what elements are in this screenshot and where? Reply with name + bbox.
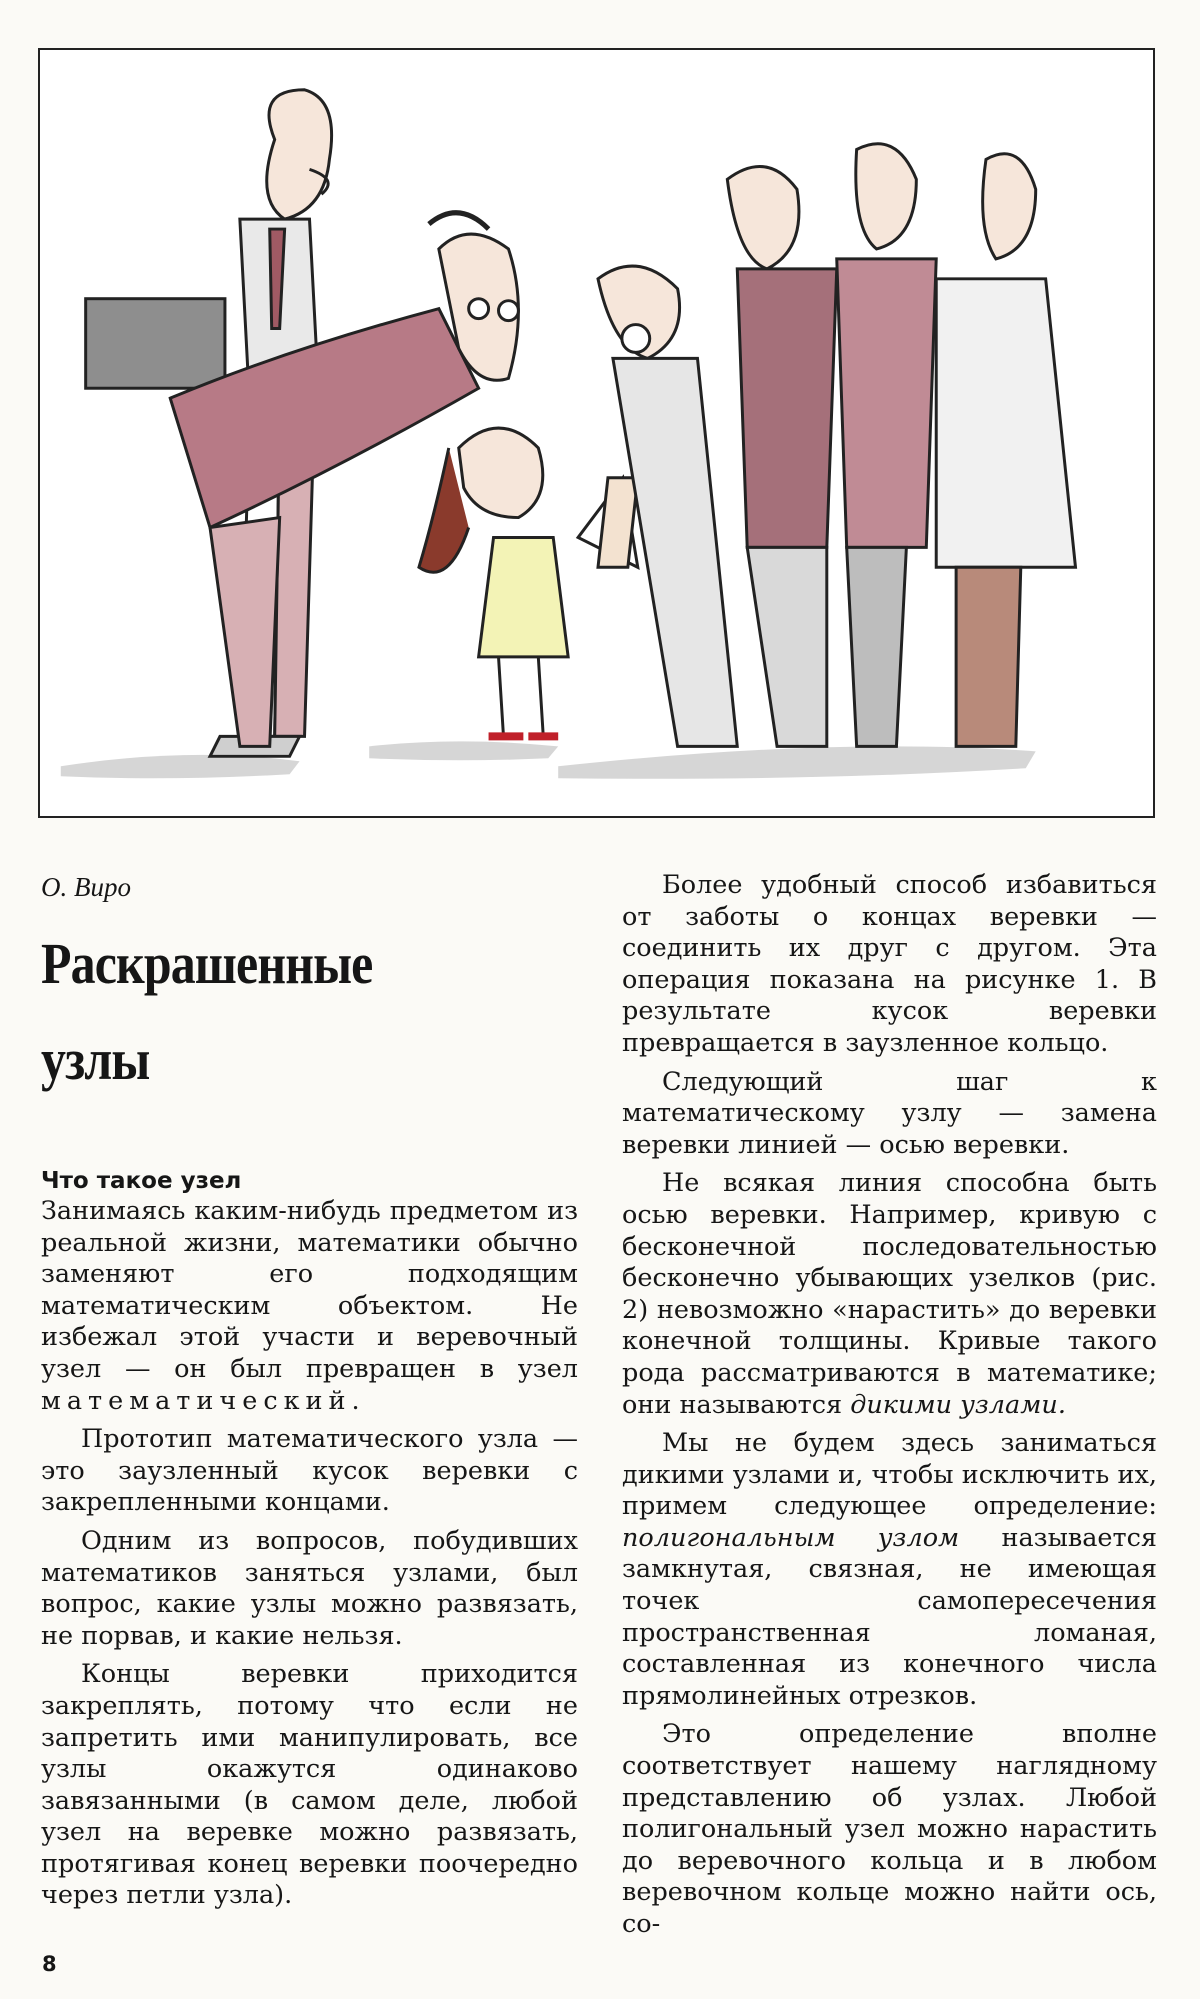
paragraph-3: Одним из вопросов, побудивших математиков заняться узлами, был вопрос, какие узлы можно развязать, не порвав, и какие нельзя.	[41, 1525, 578, 1651]
paragraph-5: Более удобный способ избавиться от заботы о концах веревки — соединить их друг с другом. Эта операция показана на рисунке 1. В результате кусок веревки превращается в заузленное кольцо.	[622, 870, 1157, 1058]
right-column	[622, 870, 1157, 1941]
paragraph-4: Концы веревки приходится закреплять, потому что если не запретить ими манипулировать, все узлы окажутся одинаково завязанными (в самом деле, любой узел на веревке можно развязать, протягивая конец веревки поочередно через петли узла).	[41, 1659, 578, 1911]
spaced-word: математический.	[41, 1385, 366, 1416]
paragraph-2: Прототип математического узла — это заузленный кусок веревки с закрепленными концами.	[41, 1424, 578, 1518]
paragraph-8: Мы не будем здесь заниматься дикими узлами и, чтобы исключить их, примем следующее определение: полигональным узлом называется замкнутая, связная, не имеющая точек самопересечения пространственная ломаная, составленная из конечного числа прямолинейных отрезков.	[622, 1428, 1157, 1711]
left-column	[41, 870, 578, 1912]
author: О. Виро	[41, 872, 131, 902]
paragraph-7: Не всякая линия способна быть осью веревки. Например, кривую с бесконечной последовательностью бесконечно убывающих узелков (рис. 2) невозможно «нарастить» до веревки конечной толщины. Кривые такого рода рассматриваются в математике; они называются дикими узлами.	[622, 1168, 1157, 1420]
wild-knots-term: дикими узлами.	[850, 1389, 1066, 1420]
cartoon-illustration	[38, 48, 1155, 818]
paragraph-1: Занимаясь каким-нибудь предметом из реальной жизни, математики обычно заменяют его подходящим математическим объектом. Не избежал этой участи и веревочный узел — он был превращен в узел математический.	[41, 1196, 578, 1416]
section-heading: Что такое узел	[41, 1168, 242, 1194]
paragraph-6: Следующий шаг к математическому узлу — замена веревки линией — осью веревки.	[622, 1066, 1157, 1160]
paragraph-9: Это определение вполне соответствует нашему наглядному представлению об узлах. Любой полигональный узел можно нарастить до веревочного кольца и в любом веревочном кольце можно найти ось, со-	[622, 1719, 1157, 1939]
cartoon-mathematicians-icon	[40, 50, 1153, 816]
page-number: 8	[42, 1952, 57, 1976]
article-title: Раскрашенные узлы	[41, 931, 373, 1092]
polygonal-knot-term: полигональным узлом	[622, 1522, 960, 1553]
